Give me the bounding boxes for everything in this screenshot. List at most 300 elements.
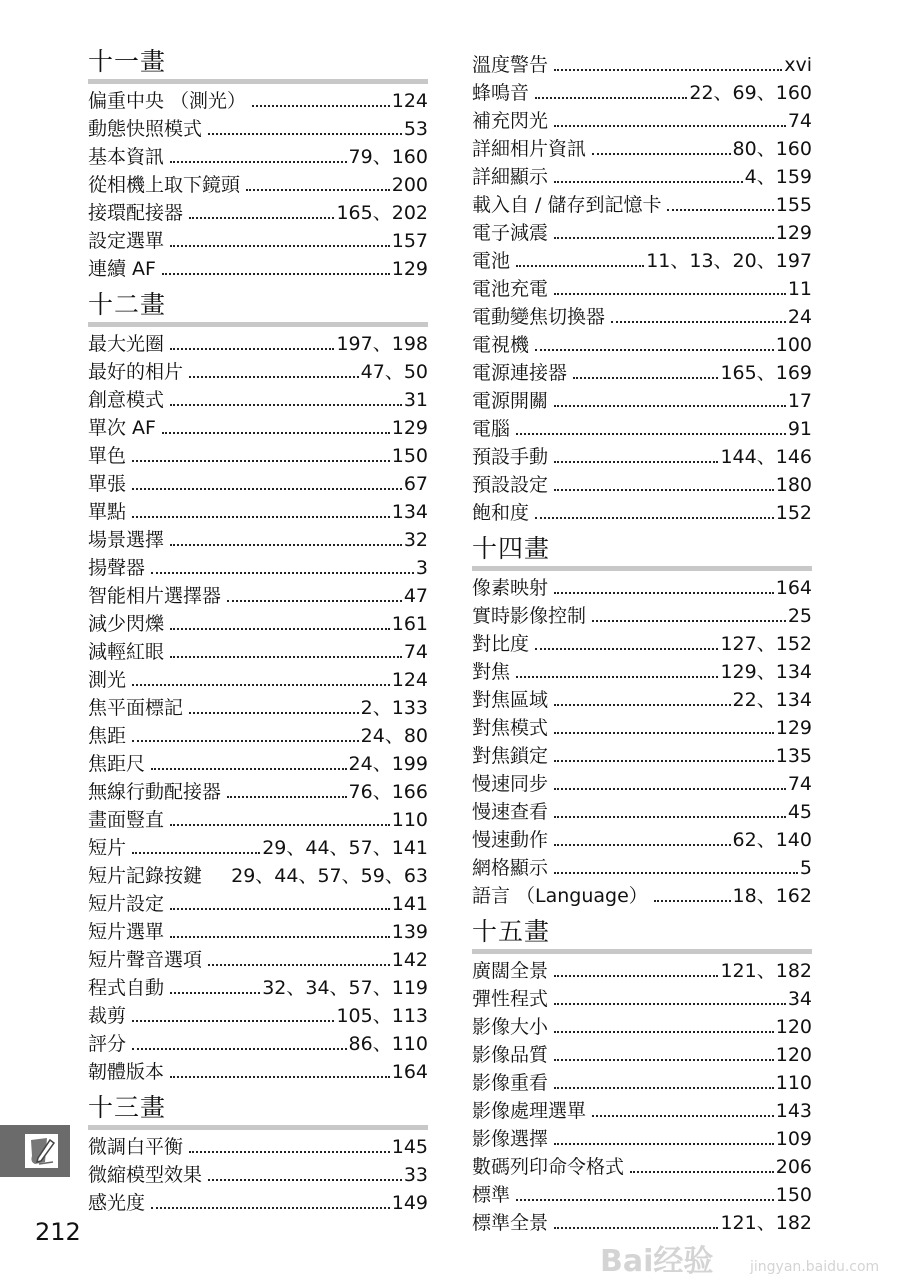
- entry-pages: 74: [403, 641, 428, 663]
- entry-pages: 62、140: [732, 829, 812, 851]
- pencil-notes-icon: [25, 1134, 58, 1168]
- index-entry: [472, 51, 812, 79]
- entry-pages: 200: [391, 174, 428, 196]
- index-entry: [88, 554, 428, 582]
- entry-term: 溫度警告: [472, 54, 549, 76]
- entry-term: 慢速查看: [472, 801, 549, 823]
- entry-pages: 32: [403, 529, 428, 551]
- entry-term: 預設手動: [472, 446, 549, 468]
- entry-pages: 79、160: [348, 146, 428, 168]
- dot-leader: [554, 816, 786, 818]
- index-entry: [472, 303, 812, 331]
- index-entry: [88, 1161, 428, 1189]
- entry-pages: 124: [391, 90, 428, 112]
- index-entry: [88, 115, 428, 143]
- entry-term: 短片選單: [88, 921, 165, 943]
- entry-pages: 165、202: [336, 202, 428, 224]
- index-entry: [88, 778, 428, 806]
- dot-leader: [554, 788, 786, 790]
- entry-pages: 47、50: [360, 361, 428, 383]
- entry-pages: 134: [391, 501, 428, 523]
- dot-leader: [189, 1151, 390, 1153]
- entry-pages: 142: [391, 949, 428, 971]
- dot-leader: [554, 872, 798, 874]
- index-entry: [472, 742, 812, 770]
- entry-pages: 127、152: [720, 633, 812, 655]
- index-entry: [472, 854, 812, 882]
- index-entry: [88, 834, 428, 862]
- entry-term: 語言 （Language）: [472, 885, 648, 907]
- index-entry: [472, 499, 812, 527]
- entry-term: 畫面豎直: [88, 809, 165, 831]
- heading-divider: [472, 566, 812, 571]
- index-entry: [88, 498, 428, 526]
- index-entry: [472, 714, 812, 742]
- dot-leader: [170, 348, 334, 350]
- dot-leader: [189, 376, 359, 378]
- section-heading: 十五畫: [472, 917, 551, 946]
- dot-leader: [132, 740, 359, 742]
- dot-leader: [554, 760, 774, 762]
- dot-leader: [162, 273, 390, 275]
- entry-term: 對焦區域: [472, 689, 549, 711]
- entry-term: 減少閃爍: [88, 613, 165, 635]
- watermark-brand: Bai经验: [600, 1244, 714, 1279]
- entry-pages: 45: [787, 801, 812, 823]
- dot-leader: [554, 405, 786, 407]
- entry-term: 單次 AF: [88, 417, 156, 439]
- entry-pages: 135: [775, 745, 812, 767]
- index-entry: [88, 470, 428, 498]
- dot-leader: [554, 461, 718, 463]
- entry-pages: 161: [391, 613, 428, 635]
- entry-pages: 34: [787, 988, 812, 1010]
- index-entry: [88, 199, 428, 227]
- dot-leader: [554, 975, 718, 977]
- dot-leader: [170, 628, 390, 630]
- index-entry: [88, 638, 428, 666]
- entry-term: 電視機: [472, 334, 530, 356]
- dot-leader: [227, 796, 347, 798]
- dot-leader: [667, 209, 773, 211]
- dot-leader: [554, 1031, 774, 1033]
- index-entry: [472, 387, 812, 415]
- index-entry: [472, 1153, 812, 1181]
- entry-pages: 110: [775, 1072, 812, 1094]
- entry-pages: 129: [391, 258, 428, 280]
- index-entry: [472, 415, 812, 443]
- dot-leader: [554, 125, 786, 127]
- dot-leader: [132, 852, 260, 854]
- entry-term: 蜂鳴音: [472, 82, 530, 104]
- entry-term: 慢速動作: [472, 829, 549, 851]
- index-entry: [88, 442, 428, 470]
- entry-pages: 32、34、57、119: [262, 977, 428, 999]
- entry-pages: 80、160: [732, 138, 812, 160]
- dot-leader: [170, 1076, 390, 1078]
- entry-term: 設定選單: [88, 230, 165, 252]
- entry-term: 影像重看: [472, 1072, 549, 1094]
- index-entry: [88, 974, 428, 1002]
- index-entry: [472, 1013, 812, 1041]
- entry-pages: 121、182: [720, 960, 812, 982]
- entry-term: 韌體版本: [88, 1061, 165, 1083]
- index-entry: [88, 1002, 428, 1030]
- dot-leader: [170, 824, 390, 826]
- index-column-right: [472, 51, 812, 1237]
- dot-leader: [535, 648, 718, 650]
- index-entry: [472, 247, 812, 275]
- entry-pages: 11: [787, 278, 812, 300]
- dot-leader: [516, 1199, 774, 1201]
- dot-leader: [554, 237, 774, 239]
- dot-leader: [554, 293, 786, 295]
- entry-term: 短片設定: [88, 893, 165, 915]
- dot-leader: [516, 265, 644, 267]
- dot-leader: [573, 377, 718, 379]
- dot-leader: [252, 105, 390, 107]
- dot-leader: [162, 432, 390, 434]
- dot-leader: [246, 189, 390, 191]
- heading-divider: [88, 1125, 428, 1130]
- entry-term: 接環配接器: [88, 202, 184, 224]
- index-entry: [472, 331, 812, 359]
- entry-pages: 139: [391, 921, 428, 943]
- entry-term: 程式自動: [88, 977, 165, 999]
- dot-leader: [516, 676, 718, 678]
- entry-pages: 180: [775, 474, 812, 496]
- entry-term: 評分: [88, 1033, 127, 1055]
- entry-pages: 124: [391, 669, 428, 691]
- entry-term: 裁剪: [88, 1005, 127, 1027]
- section-heading: 十三畫: [88, 1093, 167, 1122]
- index-section: [88, 288, 428, 1086]
- index-entry: [88, 87, 428, 115]
- index-entry: [472, 107, 812, 135]
- index-entry: [88, 890, 428, 918]
- entry-pages: 29、44、57、59、63: [231, 865, 428, 887]
- entry-pages: 145: [391, 1136, 428, 1158]
- entry-pages: 33: [403, 1164, 428, 1186]
- watermark-url: jingyan.baidu.com: [750, 1259, 880, 1275]
- dot-leader: [554, 732, 774, 734]
- heading-divider: [88, 322, 428, 327]
- entry-pages: 29、44、57、141: [262, 837, 428, 859]
- entry-term: 短片聲音選項: [88, 949, 203, 971]
- entry-term: 電動變焦切換器: [472, 306, 606, 328]
- index-entry: [88, 946, 428, 974]
- entry-pages: 105、113: [336, 1005, 428, 1027]
- index-section: [88, 1091, 428, 1217]
- index-entry: [88, 862, 428, 890]
- dot-leader: [227, 600, 402, 602]
- index-section: [472, 532, 812, 910]
- entry-term: 測光: [88, 669, 127, 691]
- index-entry: [472, 798, 812, 826]
- index-entry: [88, 330, 428, 358]
- entry-pages: 74: [787, 110, 812, 132]
- dot-leader: [516, 433, 786, 435]
- dot-leader: [170, 404, 402, 406]
- index-entry: [472, 1209, 812, 1237]
- index-entry: [472, 1125, 812, 1153]
- entry-pages: 100: [775, 334, 812, 356]
- entry-term: 對焦鎖定: [472, 745, 549, 767]
- dot-leader: [170, 908, 390, 910]
- dot-leader: [592, 153, 731, 155]
- entry-term: 補充閃光: [472, 110, 549, 132]
- dot-leader: [592, 1115, 774, 1117]
- dot-leader: [554, 844, 731, 846]
- entry-term: 網格顯示: [472, 857, 549, 879]
- entry-pages: 25: [787, 605, 812, 627]
- index-section: [88, 45, 428, 283]
- entry-term: 廣闊全景: [472, 960, 549, 982]
- entry-pages: 24: [787, 306, 812, 328]
- dot-leader: [630, 1171, 774, 1173]
- dot-leader: [170, 936, 390, 938]
- entry-pages: 120: [775, 1044, 812, 1066]
- index-entry: [88, 610, 428, 638]
- entry-term: 創意模式: [88, 389, 165, 411]
- dot-leader: [132, 1020, 334, 1022]
- index-entry: [472, 630, 812, 658]
- index-entry: [472, 163, 812, 191]
- dot-leader: [554, 181, 743, 183]
- dot-leader: [151, 572, 414, 574]
- page-number: 212: [35, 1218, 81, 1246]
- entry-pages: 91: [787, 418, 812, 440]
- entry-term: 短片記錄按鍵: [88, 865, 203, 887]
- dot-leader: [554, 1059, 774, 1061]
- entry-term: 場景選擇: [88, 529, 165, 551]
- dot-leader: [132, 488, 402, 490]
- index-entry: [88, 358, 428, 386]
- entry-pages: 5: [799, 857, 812, 879]
- entry-pages: 11、13、20、197: [646, 250, 812, 272]
- entry-term: 無線行動配接器: [88, 781, 222, 803]
- dot-leader: [554, 1143, 774, 1145]
- entry-pages: 3: [415, 557, 428, 579]
- entry-term: 焦距尺: [88, 753, 146, 775]
- entry-pages: 164: [391, 1061, 428, 1083]
- entry-term: 對焦: [472, 661, 511, 683]
- entry-term: 電池充電: [472, 278, 549, 300]
- entry-term: 影像大小: [472, 1016, 549, 1038]
- index-entry: [472, 443, 812, 471]
- entry-pages: 22、69、160: [689, 82, 812, 104]
- dot-leader: [535, 97, 687, 99]
- index-entry: [88, 1030, 428, 1058]
- entry-term: 飽和度: [472, 502, 530, 524]
- dot-leader: [611, 321, 786, 323]
- entry-pages: 206: [775, 1156, 812, 1178]
- entry-pages: 152: [775, 502, 812, 524]
- entry-term: 微縮模型效果: [88, 1164, 203, 1186]
- dot-leader: [151, 768, 347, 770]
- index-column-left: [88, 45, 428, 1217]
- entry-pages: 86、110: [348, 1033, 428, 1055]
- entry-term: 智能相片選擇器: [88, 585, 222, 607]
- dot-leader: [189, 217, 334, 219]
- index-entry: [88, 255, 428, 283]
- index-entry: [88, 227, 428, 255]
- index-entry: [472, 1041, 812, 1069]
- index-entry: [88, 750, 428, 778]
- entry-term: 從相機上取下鏡頭: [88, 174, 241, 196]
- index-entry: [472, 471, 812, 499]
- reference-section-tab: [0, 1125, 70, 1177]
- entry-pages: 24、80: [360, 725, 428, 747]
- dot-leader: [170, 656, 402, 658]
- index-entry: [88, 526, 428, 554]
- dot-leader: [554, 1003, 786, 1005]
- entry-pages: 129: [775, 717, 812, 739]
- entry-term: 彈性程式: [472, 988, 549, 1010]
- entry-term: 電子減震: [472, 222, 549, 244]
- entry-term: 感光度: [88, 1192, 146, 1214]
- dot-leader: [208, 133, 402, 135]
- index-entry: [472, 219, 812, 247]
- dot-leader: [554, 704, 731, 706]
- entry-pages: 150: [775, 1184, 812, 1206]
- index-entry: [88, 1189, 428, 1217]
- entry-term: 單點: [88, 501, 127, 523]
- entry-term: 動態快照模式: [88, 118, 203, 140]
- entry-term: 最好的相片: [88, 361, 184, 383]
- entry-pages: 110: [391, 809, 428, 831]
- entry-pages: 150: [391, 445, 428, 467]
- entry-pages: 4、159: [744, 166, 812, 188]
- index-entry: [88, 143, 428, 171]
- dot-leader: [151, 1207, 390, 1209]
- index-entry: [88, 1133, 428, 1161]
- index-entry: [472, 602, 812, 630]
- dot-leader: [132, 1048, 347, 1050]
- index-entry: [472, 191, 812, 219]
- index-entry: [472, 1069, 812, 1097]
- entry-pages: 17: [787, 390, 812, 412]
- entry-pages: 165、169: [720, 362, 812, 384]
- dot-leader: [208, 1179, 402, 1181]
- index-entry: [88, 386, 428, 414]
- dot-leader: [132, 684, 390, 686]
- index-entry: [472, 275, 812, 303]
- entry-term: 短片: [88, 837, 127, 859]
- index-entry: [88, 414, 428, 442]
- index-entry: [472, 770, 812, 798]
- index-entry: [88, 666, 428, 694]
- entry-term: 單色: [88, 445, 127, 467]
- index-entry: [472, 826, 812, 854]
- index-entry: [472, 1181, 812, 1209]
- dot-leader: [170, 544, 402, 546]
- index-entry: [472, 658, 812, 686]
- entry-pages: 129、134: [720, 661, 812, 683]
- dot-leader: [554, 1087, 774, 1089]
- entry-term: 電腦: [472, 418, 511, 440]
- entry-term: 微調白平衡: [88, 1136, 184, 1158]
- entry-term: 對焦模式: [472, 717, 549, 739]
- entry-term: 揚聲器: [88, 557, 146, 579]
- entry-pages: 129: [391, 417, 428, 439]
- entry-term: 影像處理選單: [472, 1100, 587, 1122]
- heading-divider: [472, 949, 812, 954]
- entry-term: 預設設定: [472, 474, 549, 496]
- entry-pages: 164: [775, 577, 812, 599]
- entry-pages: 76、166: [348, 781, 428, 803]
- entry-pages: 157: [391, 230, 428, 252]
- entry-term: 電源開關: [472, 390, 549, 412]
- entry-term: 標準全景: [472, 1212, 549, 1234]
- dot-leader: [554, 69, 782, 71]
- index-entry: [88, 582, 428, 610]
- entry-pages: 18、162: [732, 885, 812, 907]
- entry-pages: 155: [775, 194, 812, 216]
- entry-term: 數碼列印命令格式: [472, 1156, 625, 1178]
- index-entry: [472, 985, 812, 1013]
- section-heading: 十二畫: [88, 290, 167, 319]
- index-section: [472, 51, 812, 527]
- entry-term: 像素映射: [472, 577, 549, 599]
- dot-leader: [170, 992, 260, 994]
- index-entry: [472, 574, 812, 602]
- entry-term: 單張: [88, 473, 127, 495]
- entry-pages: 149: [391, 1192, 428, 1214]
- entry-term: 詳細顯示: [472, 166, 549, 188]
- entry-pages: 74: [787, 773, 812, 795]
- entry-pages: 120: [775, 1016, 812, 1038]
- index-entry: [472, 79, 812, 107]
- entry-term: 焦平面標記: [88, 697, 184, 719]
- entry-pages: 22、134: [732, 689, 812, 711]
- dot-leader: [554, 1227, 718, 1229]
- entry-pages: 2、133: [360, 697, 428, 719]
- index-entry: [472, 135, 812, 163]
- entry-term: 電池: [472, 250, 511, 272]
- entry-pages: xvi: [784, 54, 812, 76]
- index-entry: [88, 1058, 428, 1086]
- entry-pages: 121、182: [720, 1212, 812, 1234]
- entry-term: 實時影像控制: [472, 605, 587, 627]
- entry-term: 標準: [472, 1184, 511, 1206]
- dot-leader: [208, 964, 390, 966]
- dot-leader: [535, 517, 774, 519]
- entry-term: 對比度: [472, 633, 530, 655]
- index-entry: [88, 171, 428, 199]
- entry-pages: 67: [403, 473, 428, 495]
- index-entry: [88, 694, 428, 722]
- entry-pages: 143: [775, 1100, 812, 1122]
- index-entry: [88, 806, 428, 834]
- entry-term: 最大光圈: [88, 333, 165, 355]
- dot-leader: [132, 516, 390, 518]
- entry-pages: 31: [403, 389, 428, 411]
- dot-leader: [170, 161, 347, 163]
- index-entry: [472, 882, 812, 910]
- entry-pages: 53: [403, 118, 428, 140]
- dot-leader: [654, 900, 731, 902]
- entry-pages: 47: [403, 585, 428, 607]
- entry-term: 減輕紅眼: [88, 641, 165, 663]
- index-entry: [472, 957, 812, 985]
- dot-leader: [554, 592, 774, 594]
- entry-pages: 141: [391, 893, 428, 915]
- entry-pages: 129: [775, 222, 812, 244]
- dot-leader: [132, 460, 390, 462]
- dot-leader: [592, 620, 786, 622]
- entry-pages: 144、146: [720, 446, 812, 468]
